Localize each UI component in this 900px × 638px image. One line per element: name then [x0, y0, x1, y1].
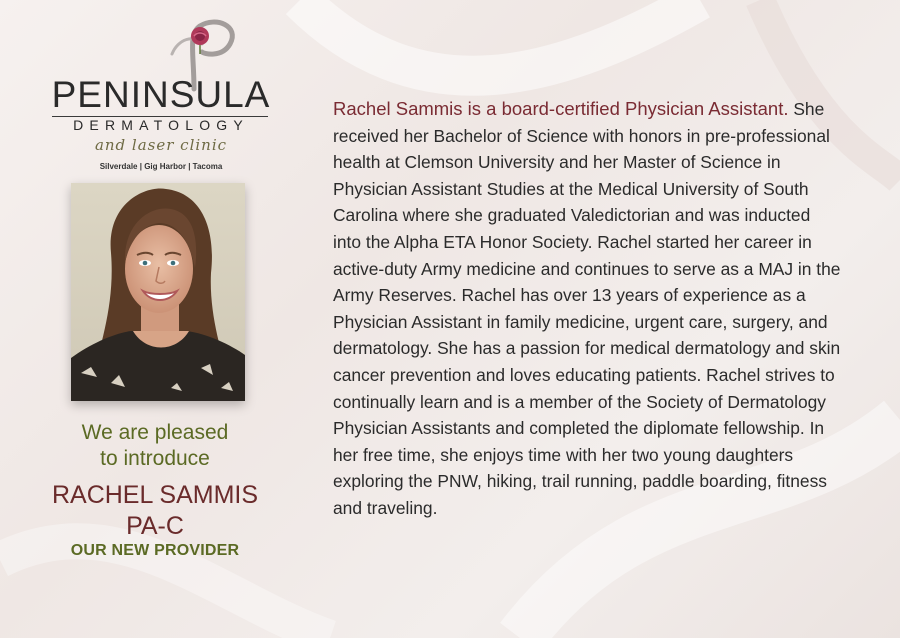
provider-credential: PA-C [126, 512, 184, 540]
intro-subtitle: OUR NEW PROVIDER [70, 542, 240, 559]
provider-name: RACHEL SAMMIS [51, 481, 259, 509]
provider-bio [333, 96, 843, 522]
provider-photo [71, 183, 245, 401]
logo-locations: Silverdale | Gig Harbor | Tacoma [99, 162, 223, 171]
bio-body: She received her Bachelor of Science with honors in pre-professional health at Clemson University and her Master of Science in Physician Assistant Studies at the Medical University of South Carolina where she graduated Valedictorian and was inducted into the Alpha ETA Honor Society. Rachel started her career in active-duty Army medicine and continues to serve as a MAJ in the Army Reserves. Rachel has over 13 years of experience as a Physician Assistant in family medicine, urgent care, surgery, and dermatology. She has a passion for medical dermatology and skin cancer prevention and loves educating patients. Rachel strives to continually learn and is a member of the Society of Dermatology Physician Assistants and completed the diplomate fellowship. In her free time, she enjoys time with her two young daughters exploring the PNW, hiking, trail running, paddle boarding, fitness and traveling. [333, 99, 841, 518]
logo-name: PENINSULA [51, 74, 271, 115]
portrait-image [71, 183, 245, 401]
bio-lead: Rachel Sammis is a board-certified Physician Assistant. [333, 98, 789, 119]
logo-tagline: and laser clinic [94, 136, 228, 154]
introduction-block [30, 420, 280, 560]
logo-subtitle: DERMATOLOGY [73, 117, 249, 133]
intro-line-2: to introduce [100, 447, 210, 470]
clinic-logo [44, 14, 272, 171]
intro-line-1: We are pleased [81, 421, 229, 444]
